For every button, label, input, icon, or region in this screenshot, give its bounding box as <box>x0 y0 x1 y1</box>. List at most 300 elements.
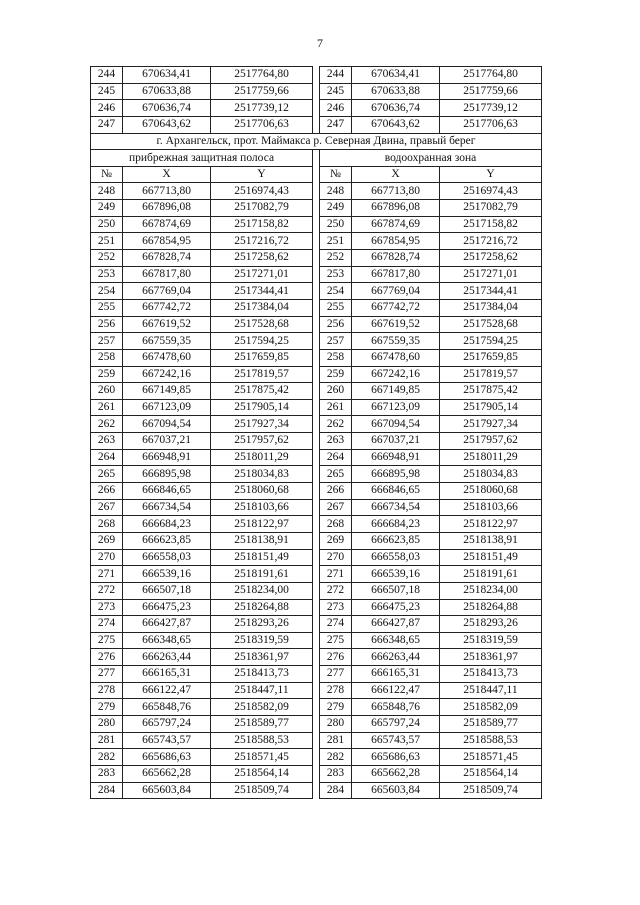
coord-y-right: 2517875,42 <box>440 383 542 400</box>
coord-x-left: 666507,18 <box>123 582 211 599</box>
coord-y-right: 2518234,00 <box>440 582 542 599</box>
gap-cell <box>313 200 320 217</box>
point-num-left: 251 <box>91 233 123 250</box>
table-row <box>91 732 542 749</box>
coord-y-left: 2518151,49 <box>211 549 313 566</box>
coord-y-right: 2518060,68 <box>440 483 542 500</box>
zone-right-label: водоохранная зона <box>320 150 542 167</box>
point-num-right: 252 <box>320 250 352 267</box>
coord-y-left: 2517875,42 <box>211 383 313 400</box>
point-num-right: 259 <box>320 366 352 383</box>
point-num-right: 267 <box>320 499 352 516</box>
coord-x-left: 665686,63 <box>123 749 211 766</box>
gap-cell <box>313 166 320 183</box>
coord-y-right: 2517528,68 <box>440 316 542 333</box>
point-num-left: 265 <box>91 466 123 483</box>
point-num-right: 276 <box>320 649 352 666</box>
gap-cell <box>313 449 320 466</box>
coord-x-right: 667769,04 <box>352 283 440 300</box>
coord-y-right: 2517659,85 <box>440 349 542 366</box>
coord-x-right: 666948,91 <box>352 449 440 466</box>
table-row <box>91 649 542 666</box>
location-row <box>91 133 542 150</box>
coord-y-left: 2517759,66 <box>211 83 313 100</box>
coord-x-left: 667896,08 <box>123 200 211 217</box>
point-num-left: 259 <box>91 366 123 383</box>
coord-y-right: 2517957,62 <box>440 433 542 450</box>
zone-left-label: прибрежная защитная полоса <box>91 150 313 167</box>
point-num-right: 284 <box>320 782 352 799</box>
coord-y-right: 2518588,53 <box>440 732 542 749</box>
coord-x-left: 667619,52 <box>123 316 211 333</box>
gap-cell <box>313 316 320 333</box>
coord-y-right: 2517344,41 <box>440 283 542 300</box>
gap-cell <box>313 233 320 250</box>
coord-x-left: 670633,88 <box>123 83 211 100</box>
table-row <box>91 782 542 799</box>
coord-x-left: 667037,21 <box>123 433 211 450</box>
gap-cell <box>313 67 320 84</box>
location-title: г. Архангельск, прот. Маймакса р. Северная Двина, правый берег <box>91 133 542 150</box>
coord-y-right: 2518571,45 <box>440 749 542 766</box>
coord-y-left: 2517271,01 <box>211 266 313 283</box>
point-num-left: 248 <box>91 183 123 200</box>
coord-y-left: 2518413,73 <box>211 666 313 683</box>
coord-y-right: 2517905,14 <box>440 399 542 416</box>
col-header-x-right: X <box>352 166 440 183</box>
gap-cell <box>313 366 320 383</box>
coord-x-right: 667242,16 <box>352 366 440 383</box>
coord-x-left: 667817,80 <box>123 266 211 283</box>
coord-x-left: 666427,87 <box>123 616 211 633</box>
col-header-y-left: Y <box>211 166 313 183</box>
coord-x-left: 667559,35 <box>123 333 211 350</box>
coord-y-left: 2518122,97 <box>211 516 313 533</box>
point-num-right: 273 <box>320 599 352 616</box>
coord-x-right: 670634,41 <box>352 67 440 84</box>
table-row <box>91 333 542 350</box>
point-num-right: 268 <box>320 516 352 533</box>
coord-x-left: 667713,80 <box>123 183 211 200</box>
point-num-right: 244 <box>320 67 352 84</box>
point-num-left: 249 <box>91 200 123 217</box>
table-row <box>91 349 542 366</box>
table-row <box>91 632 542 649</box>
table-row <box>91 532 542 549</box>
coord-x-right: 665848,76 <box>352 699 440 716</box>
coord-x-right: 666684,23 <box>352 516 440 533</box>
coord-x-right: 665743,57 <box>352 732 440 749</box>
gap-cell <box>313 216 320 233</box>
point-num-left: 274 <box>91 616 123 633</box>
gap-cell <box>313 749 320 766</box>
coord-y-right: 2517764,80 <box>440 67 542 84</box>
coord-y-left: 2518361,97 <box>211 649 313 666</box>
table-row <box>91 666 542 683</box>
point-num-left: 255 <box>91 299 123 316</box>
coord-y-left: 2518234,00 <box>211 582 313 599</box>
coord-x-left: 667094,54 <box>123 416 211 433</box>
table-row <box>91 83 542 100</box>
coord-x-right: 667037,21 <box>352 433 440 450</box>
point-num-left: 266 <box>91 483 123 500</box>
table-row <box>91 250 542 267</box>
point-num-left: 256 <box>91 316 123 333</box>
coord-x-right: 666165,31 <box>352 666 440 683</box>
coord-x-right: 667896,08 <box>352 200 440 217</box>
coord-y-left: 2517528,68 <box>211 316 313 333</box>
coord-x-left: 666846,65 <box>123 483 211 500</box>
gap-cell <box>313 483 320 500</box>
coord-y-right: 2518122,97 <box>440 516 542 533</box>
point-num-left: 267 <box>91 499 123 516</box>
point-num-left: 244 <box>91 67 123 84</box>
coord-y-left: 2518509,74 <box>211 782 313 799</box>
gap-cell <box>313 499 320 516</box>
table-row <box>91 416 542 433</box>
point-num-right: 283 <box>320 765 352 782</box>
point-num-right: 260 <box>320 383 352 400</box>
coord-x-right: 670633,88 <box>352 83 440 100</box>
gap-cell <box>313 266 320 283</box>
coord-x-left: 666348,65 <box>123 632 211 649</box>
point-num-left: 254 <box>91 283 123 300</box>
coord-x-left: 667742,72 <box>123 299 211 316</box>
coord-y-left: 2517659,85 <box>211 349 313 366</box>
coord-x-left: 667478,60 <box>123 349 211 366</box>
point-num-right: 270 <box>320 549 352 566</box>
coord-x-right: 666427,87 <box>352 616 440 633</box>
table-row <box>91 200 542 217</box>
coord-y-left: 2518447,11 <box>211 682 313 699</box>
table-row <box>91 466 542 483</box>
coord-x-left: 665662,28 <box>123 765 211 782</box>
point-num-left: 246 <box>91 100 123 117</box>
table-row <box>91 216 542 233</box>
table-row <box>91 449 542 466</box>
gap-cell <box>313 566 320 583</box>
gap-cell <box>313 765 320 782</box>
table-row <box>91 283 542 300</box>
table-row <box>91 516 542 533</box>
coord-x-left: 665797,24 <box>123 715 211 732</box>
point-num-left: 261 <box>91 399 123 416</box>
point-num-left: 275 <box>91 632 123 649</box>
gap-cell <box>313 649 320 666</box>
gap-cell <box>313 433 320 450</box>
coord-x-left: 666263,44 <box>123 649 211 666</box>
coord-x-right: 666507,18 <box>352 582 440 599</box>
point-num-left: 253 <box>91 266 123 283</box>
point-num-left: 264 <box>91 449 123 466</box>
point-num-right: 269 <box>320 532 352 549</box>
coord-x-left: 670643,62 <box>123 116 211 133</box>
point-num-left: 279 <box>91 699 123 716</box>
coord-y-right: 2518034,83 <box>440 466 542 483</box>
coord-y-right: 2517819,57 <box>440 366 542 383</box>
gap-cell <box>313 250 320 267</box>
table-row <box>91 682 542 699</box>
coord-y-left: 2518060,68 <box>211 483 313 500</box>
coord-x-right: 666623,85 <box>352 532 440 549</box>
gap-cell <box>313 183 320 200</box>
table-row <box>91 699 542 716</box>
coord-y-left: 2517706,63 <box>211 116 313 133</box>
coord-y-right: 2518103,66 <box>440 499 542 516</box>
coord-y-left: 2518571,45 <box>211 749 313 766</box>
coord-y-right: 2517759,66 <box>440 83 542 100</box>
coord-x-left: 666475,23 <box>123 599 211 616</box>
coord-y-right: 2516974,43 <box>440 183 542 200</box>
coord-x-right: 666558,03 <box>352 549 440 566</box>
coord-y-left: 2517739,12 <box>211 100 313 117</box>
gap-cell <box>313 616 320 633</box>
point-num-right: 264 <box>320 449 352 466</box>
coord-x-right: 667123,09 <box>352 399 440 416</box>
coord-y-left: 2517957,62 <box>211 433 313 450</box>
point-num-right: 254 <box>320 283 352 300</box>
point-num-right: 246 <box>320 100 352 117</box>
coord-y-left: 2518034,83 <box>211 466 313 483</box>
coord-x-left: 667769,04 <box>123 283 211 300</box>
point-num-right: 256 <box>320 316 352 333</box>
point-num-right: 272 <box>320 582 352 599</box>
point-num-left: 258 <box>91 349 123 366</box>
gap-cell <box>313 732 320 749</box>
table-row <box>91 399 542 416</box>
point-num-left: 283 <box>91 765 123 782</box>
point-num-right: 277 <box>320 666 352 683</box>
gap-cell <box>313 549 320 566</box>
coord-x-right: 666348,65 <box>352 632 440 649</box>
point-num-left: 250 <box>91 216 123 233</box>
gap-cell <box>313 116 320 133</box>
gap-cell <box>313 599 320 616</box>
gap-cell <box>313 466 320 483</box>
gap-cell <box>313 666 320 683</box>
gap-cell <box>313 283 320 300</box>
coord-y-right: 2517271,01 <box>440 266 542 283</box>
coord-y-left: 2517258,62 <box>211 250 313 267</box>
table-row <box>91 366 542 383</box>
coord-x-left: 666623,85 <box>123 532 211 549</box>
coord-x-right: 667559,35 <box>352 333 440 350</box>
col-header-num-right: № <box>320 166 352 183</box>
table-row <box>91 616 542 633</box>
point-num-right: 248 <box>320 183 352 200</box>
point-num-left: 263 <box>91 433 123 450</box>
point-num-right: 247 <box>320 116 352 133</box>
coord-x-right: 667094,54 <box>352 416 440 433</box>
coord-y-left: 2518103,66 <box>211 499 313 516</box>
coord-x-right: 667854,95 <box>352 233 440 250</box>
coord-y-left: 2517082,79 <box>211 200 313 217</box>
coord-y-left: 2518293,26 <box>211 616 313 633</box>
point-num-right: 249 <box>320 200 352 217</box>
coord-y-right: 2518589,77 <box>440 715 542 732</box>
coord-y-left: 2518588,53 <box>211 732 313 749</box>
table-row <box>91 266 542 283</box>
coord-y-right: 2517158,82 <box>440 216 542 233</box>
point-num-left: 271 <box>91 566 123 583</box>
gap-cell <box>313 83 320 100</box>
coord-x-left: 667123,09 <box>123 399 211 416</box>
table-row <box>91 183 542 200</box>
table-row <box>91 383 542 400</box>
point-num-right: 253 <box>320 266 352 283</box>
table-row <box>91 582 542 599</box>
gap-cell <box>313 349 320 366</box>
point-num-left: 247 <box>91 116 123 133</box>
coord-y-right: 2517216,72 <box>440 233 542 250</box>
point-num-left: 269 <box>91 532 123 549</box>
point-num-right: 261 <box>320 399 352 416</box>
coord-x-left: 667242,16 <box>123 366 211 383</box>
coord-x-right: 667828,74 <box>352 250 440 267</box>
point-num-left: 273 <box>91 599 123 616</box>
coord-x-left: 667149,85 <box>123 383 211 400</box>
coord-y-left: 2518319,59 <box>211 632 313 649</box>
point-num-left: 260 <box>91 383 123 400</box>
coord-x-right: 667874,69 <box>352 216 440 233</box>
table-row <box>91 316 542 333</box>
point-num-right: 281 <box>320 732 352 749</box>
col-header-num-left: № <box>91 166 123 183</box>
coord-x-left: 665848,76 <box>123 699 211 716</box>
coord-x-left: 666734,54 <box>123 499 211 516</box>
coord-x-right: 667149,85 <box>352 383 440 400</box>
point-num-right: 282 <box>320 749 352 766</box>
point-num-left: 277 <box>91 666 123 683</box>
coord-x-right: 666475,23 <box>352 599 440 616</box>
col-header-y-right: Y <box>440 166 542 183</box>
point-num-right: 271 <box>320 566 352 583</box>
point-num-left: 281 <box>91 732 123 749</box>
coord-y-right: 2518191,61 <box>440 566 542 583</box>
point-num-left: 257 <box>91 333 123 350</box>
point-num-right: 279 <box>320 699 352 716</box>
coord-y-right: 2517594,25 <box>440 333 542 350</box>
point-num-right: 280 <box>320 715 352 732</box>
coord-x-right: 666263,44 <box>352 649 440 666</box>
page-number: 7 <box>317 36 323 50</box>
coord-x-left: 666895,98 <box>123 466 211 483</box>
coord-y-left: 2517905,14 <box>211 399 313 416</box>
coord-x-right: 666539,16 <box>352 566 440 583</box>
coord-y-left: 2518589,77 <box>211 715 313 732</box>
coord-x-right: 666122,47 <box>352 682 440 699</box>
coord-y-right: 2517739,12 <box>440 100 542 117</box>
coord-x-left: 666539,16 <box>123 566 211 583</box>
coord-x-right: 667817,80 <box>352 266 440 283</box>
point-num-left: 278 <box>91 682 123 699</box>
coord-y-right: 2517706,63 <box>440 116 542 133</box>
coord-x-right: 666895,98 <box>352 466 440 483</box>
coord-y-right: 2518138,91 <box>440 532 542 549</box>
point-num-left: 262 <box>91 416 123 433</box>
coord-x-left: 667874,69 <box>123 216 211 233</box>
gap-cell <box>313 516 320 533</box>
coord-x-left: 667854,95 <box>123 233 211 250</box>
coord-x-right: 670636,74 <box>352 100 440 117</box>
coord-x-right: 667713,80 <box>352 183 440 200</box>
point-num-left: 252 <box>91 250 123 267</box>
table-row <box>91 116 542 133</box>
gap-cell <box>313 715 320 732</box>
gap-cell <box>313 532 320 549</box>
coord-x-left: 670634,41 <box>123 67 211 84</box>
point-num-right: 265 <box>320 466 352 483</box>
coord-y-right: 2517258,62 <box>440 250 542 267</box>
coord-y-left: 2518191,61 <box>211 566 313 583</box>
point-num-right: 274 <box>320 616 352 633</box>
coord-x-left: 666684,23 <box>123 516 211 533</box>
coord-y-left: 2517384,04 <box>211 299 313 316</box>
point-num-left: 284 <box>91 782 123 799</box>
point-num-left: 272 <box>91 582 123 599</box>
coord-y-right: 2518319,59 <box>440 632 542 649</box>
coord-y-right: 2518293,26 <box>440 616 542 633</box>
table-row <box>91 765 542 782</box>
coord-y-left: 2518264,88 <box>211 599 313 616</box>
coord-y-left: 2518138,91 <box>211 532 313 549</box>
coord-x-right: 666846,65 <box>352 483 440 500</box>
coord-x-left: 666558,03 <box>123 549 211 566</box>
coord-y-right: 2517927,34 <box>440 416 542 433</box>
gap-cell <box>313 150 320 167</box>
point-num-left: 268 <box>91 516 123 533</box>
coord-y-right: 2518151,49 <box>440 549 542 566</box>
coord-x-left: 665603,84 <box>123 782 211 799</box>
coord-x-left: 666948,91 <box>123 449 211 466</box>
coord-x-left: 667828,74 <box>123 250 211 267</box>
coord-y-left: 2517927,34 <box>211 416 313 433</box>
coord-x-right: 667742,72 <box>352 299 440 316</box>
coord-y-right: 2517082,79 <box>440 200 542 217</box>
coordinates-table <box>90 66 542 799</box>
coord-y-left: 2517764,80 <box>211 67 313 84</box>
coord-y-left: 2518582,09 <box>211 699 313 716</box>
table-row <box>91 67 542 84</box>
col-header-x-left: X <box>123 166 211 183</box>
gap-cell <box>313 582 320 599</box>
coord-y-left: 2517819,57 <box>211 366 313 383</box>
coord-y-right: 2518011,29 <box>440 449 542 466</box>
coord-y-right: 2518509,74 <box>440 782 542 799</box>
coord-x-right: 670643,62 <box>352 116 440 133</box>
point-num-right: 251 <box>320 233 352 250</box>
rows-before-section <box>91 67 542 134</box>
column-header-row <box>91 166 542 183</box>
point-num-right: 258 <box>320 349 352 366</box>
point-num-right: 275 <box>320 632 352 649</box>
gap-cell <box>313 100 320 117</box>
coord-x-right: 666734,54 <box>352 499 440 516</box>
gap-cell <box>313 383 320 400</box>
point-num-right: 257 <box>320 333 352 350</box>
table-row <box>91 433 542 450</box>
point-num-left: 276 <box>91 649 123 666</box>
coord-y-left: 2517216,72 <box>211 233 313 250</box>
gap-cell <box>313 416 320 433</box>
table-row <box>91 233 542 250</box>
point-num-right: 278 <box>320 682 352 699</box>
coord-x-left: 670636,74 <box>123 100 211 117</box>
coord-y-left: 2517344,41 <box>211 283 313 300</box>
table-row <box>91 749 542 766</box>
table-row <box>91 549 542 566</box>
point-num-left: 280 <box>91 715 123 732</box>
